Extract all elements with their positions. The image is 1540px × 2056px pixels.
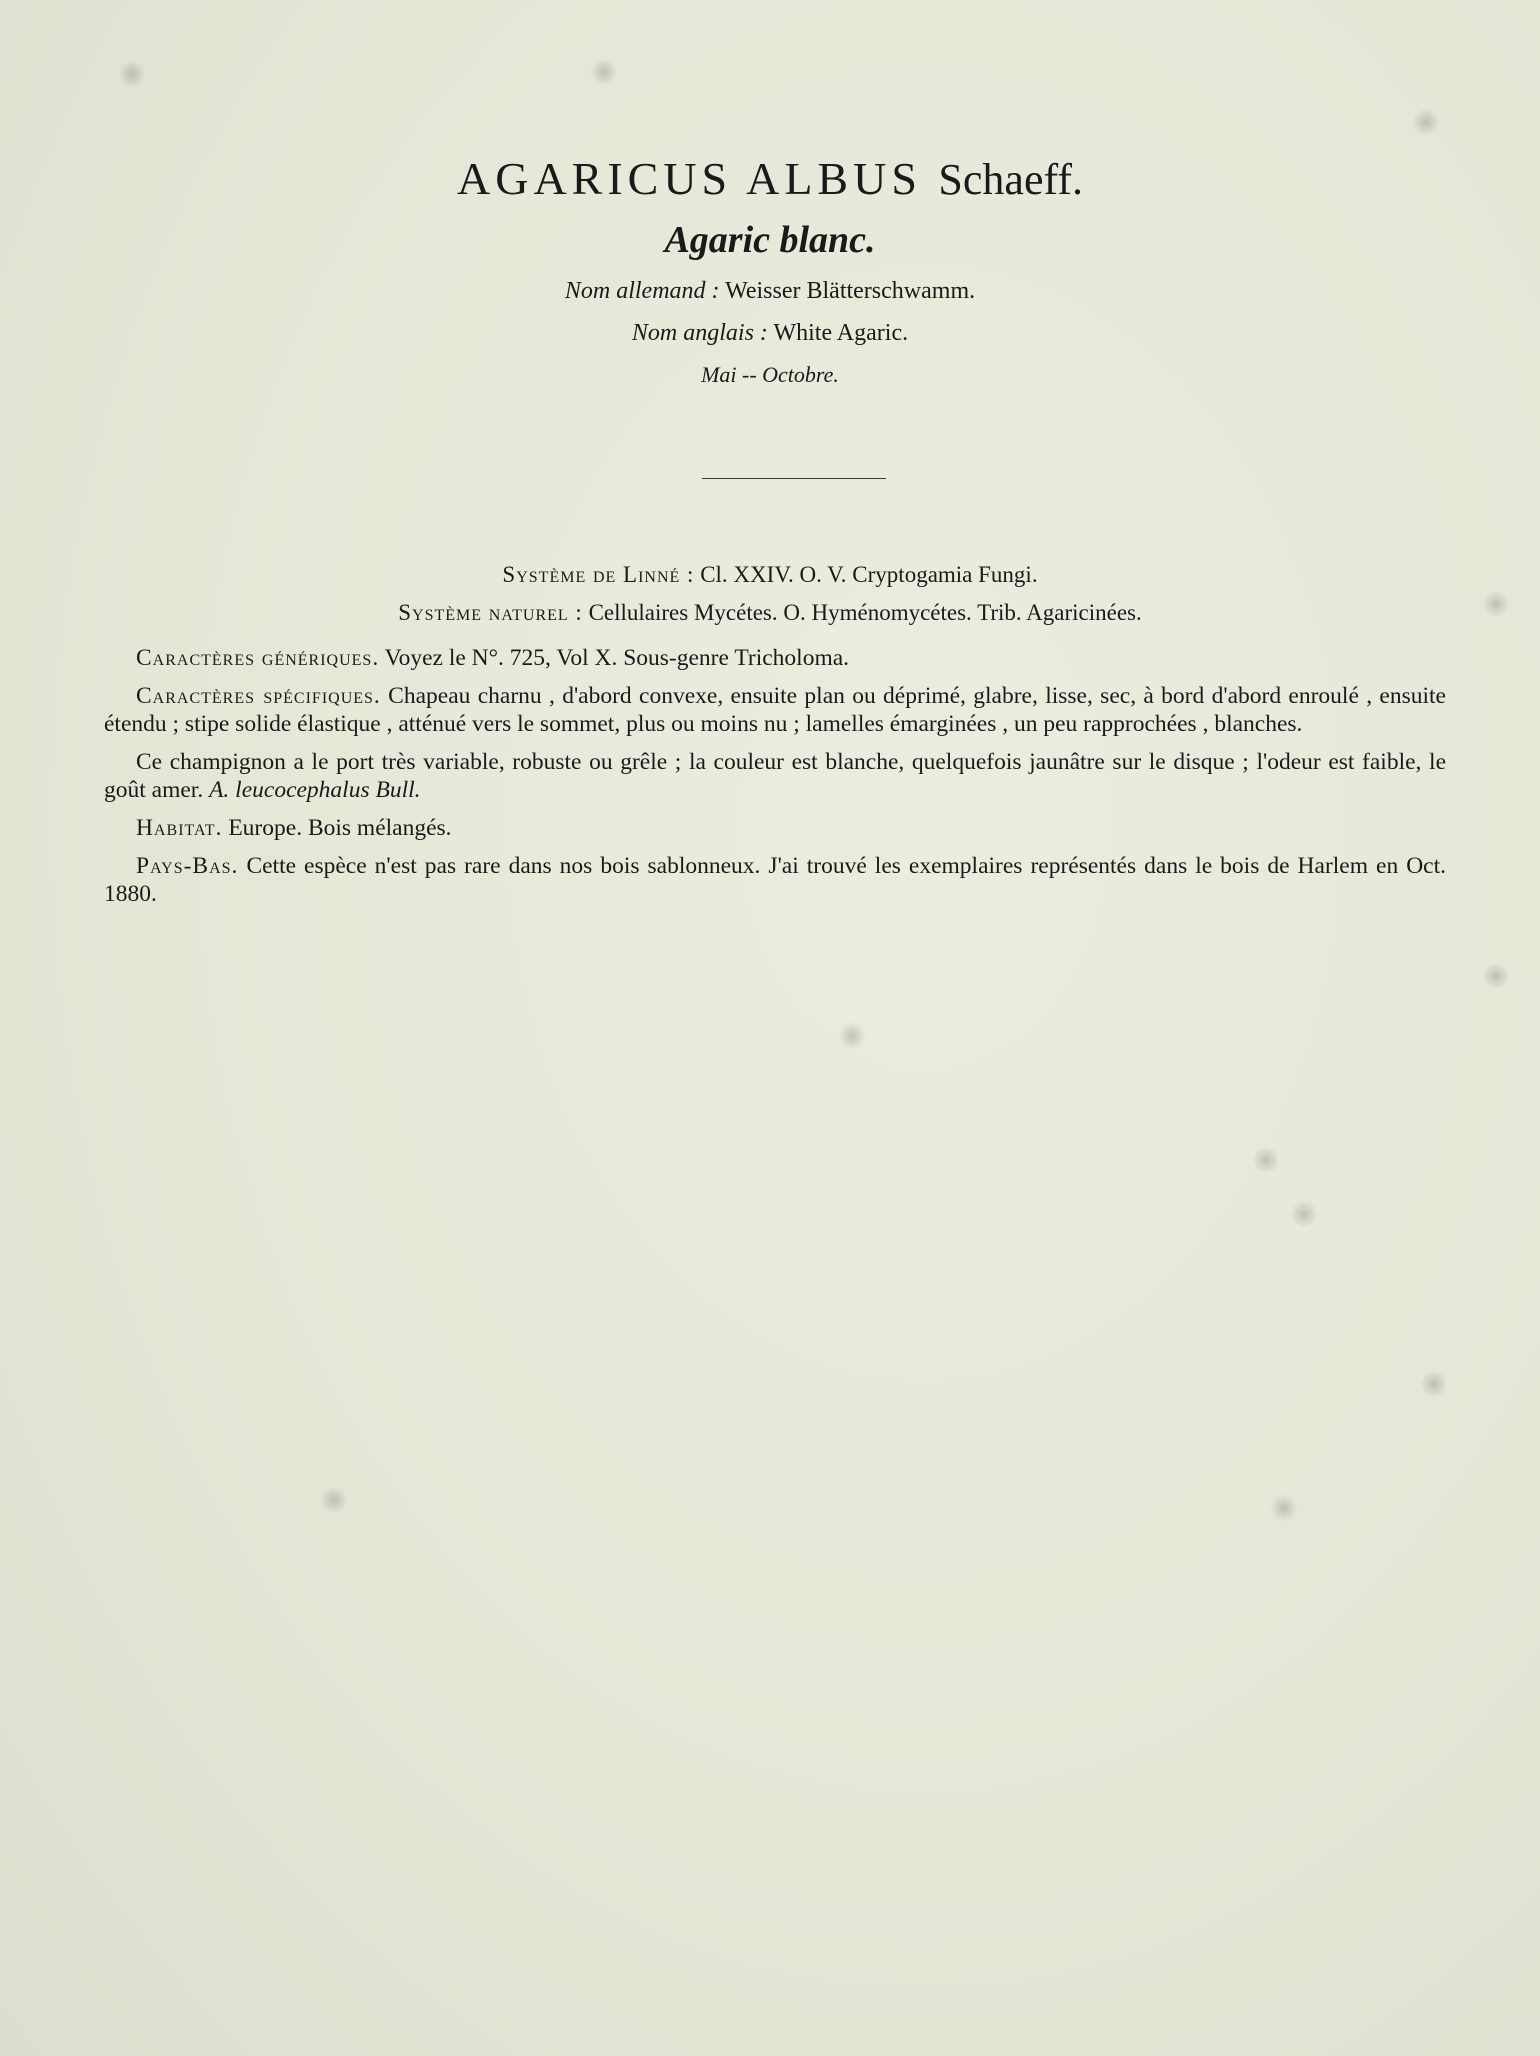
synonym-text: A. leucocephalus Bull. [209, 777, 421, 803]
foxing-spot [1290, 1200, 1318, 1228]
species-author: Schaeff. [938, 155, 1083, 204]
specific-characters-paragraph [104, 682, 1446, 738]
english-value: White Agaric. [773, 320, 909, 346]
foxing-spot [320, 1486, 348, 1514]
netherlands-text: Cette espèce n'est pas rare dans nos bois sablonneux. J'ai trouvé les exemplaires représentés dans le bois de Harlem en Oct. 1880. [104, 853, 1446, 907]
season-line: Mai -- Octobre. [701, 362, 839, 387]
generic-characters-label: Caractères génériques. [136, 645, 380, 671]
naturel-value: Cellulaires Mycétes. O. Hyménomycétes. Trib. Agaricinées. [588, 600, 1142, 625]
netherlands-label: Pays-Bas. [136, 853, 239, 879]
species-name: AGARICUS ALBUS [457, 153, 922, 204]
german-name-line [0, 278, 1540, 305]
foxing-spot [590, 58, 618, 86]
divider-rule [702, 478, 886, 479]
foxing-spot [1252, 1146, 1280, 1174]
foxing-spot [1412, 108, 1440, 136]
habitat-paragraph [104, 814, 1446, 842]
habitat-text: Europe. Bois mélangés. [228, 815, 452, 841]
netherlands-paragraph [104, 852, 1446, 908]
german-value: Weisser Blätterschwamm. [725, 278, 976, 304]
specific-characters-label: Caractères spécifiques. [136, 683, 381, 709]
natural-system-line [0, 600, 1540, 626]
foxing-spot [1270, 1494, 1298, 1522]
generic-characters-paragraph [104, 644, 1446, 672]
foxing-spot [1420, 1370, 1448, 1398]
foxing-spot [838, 1022, 866, 1050]
linne-value: Cl. XXIV. O. V. Cryptogamia Fungi. [700, 562, 1038, 587]
english-label: Nom anglais : [631, 320, 768, 346]
english-name-line [0, 320, 1540, 347]
foxing-spot [118, 60, 146, 88]
linne-label: Système de Linné : [502, 562, 695, 587]
generic-characters-text: Voyez le N°. 725, Vol X. Sous-genre Tricholoma. [384, 645, 850, 671]
habitat-label: Habitat. [136, 815, 223, 841]
specific-characters-text: Chapeau charnu , d'abord convexe, ensuite plan ou déprimé, glabre, lisse, sec, à bord d'abord enroulé , ensuite étendu ; stipe solide élastique , atténué vers le sommet, plus ou moins nu ; lamelles émarginées , un peu rapprochées , blanches. [104, 683, 1446, 737]
appearance-text: Ce champignon a le port très variable, robuste ou grêle ; la couleur est blanche, quelquefois jaunâtre sur le disque ; l'odeur est faible, le goût amer. [104, 749, 1446, 803]
foxing-spot [1482, 962, 1510, 990]
linne-system-line [0, 562, 1540, 588]
german-label: Nom allemand : [564, 278, 720, 304]
description-body [104, 644, 1446, 918]
french-name: Agaric blanc. [664, 219, 876, 261]
naturel-label: Système naturel : [398, 600, 583, 625]
appearance-paragraph [104, 748, 1446, 804]
species-title [0, 152, 1540, 205]
